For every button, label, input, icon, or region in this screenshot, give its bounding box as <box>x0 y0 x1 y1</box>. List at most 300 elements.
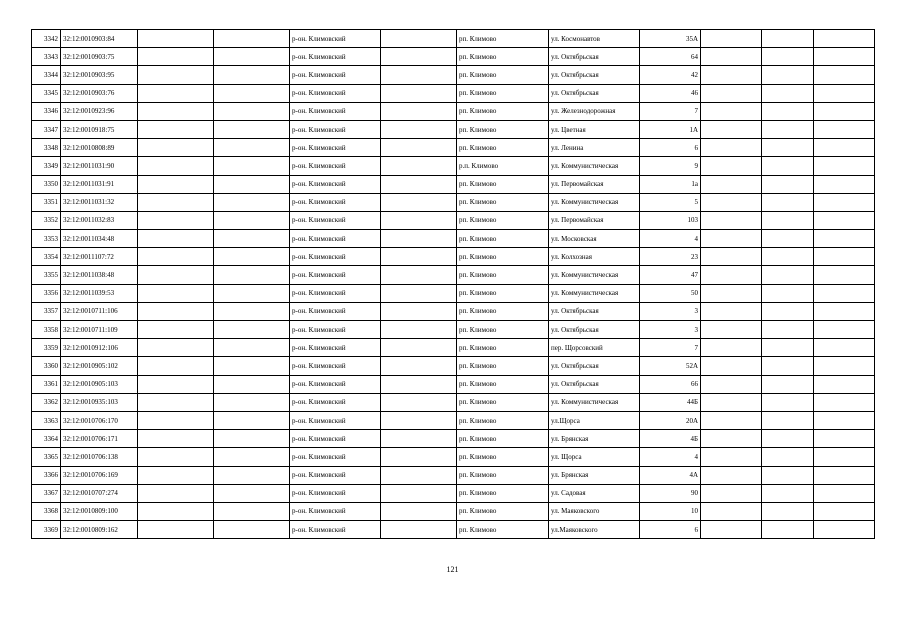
table-row <box>32 357 875 375</box>
street: ул. Маяковского <box>549 502 640 520</box>
empty-cell <box>814 248 875 266</box>
empty-cell <box>814 139 875 157</box>
cadastral-number: 32:12:0010711:109 <box>61 321 138 339</box>
cadastral-number: 32:12:0010905:103 <box>61 375 138 393</box>
settlement: рп. Климово <box>457 211 549 229</box>
empty-cell <box>701 302 762 320</box>
empty-cell <box>214 448 290 466</box>
district: р-он. Климовский <box>290 321 381 339</box>
empty-cell <box>214 302 290 320</box>
table-row <box>32 193 875 211</box>
house-number: 103 <box>640 211 701 229</box>
cadastral-number: 32:12:0010903:84 <box>61 30 138 48</box>
empty-cell <box>138 66 214 84</box>
row-number: 3358 <box>32 321 61 339</box>
street: ул. Коммунистическая <box>549 284 640 302</box>
settlement: рп. Климово <box>457 30 549 48</box>
settlement: рп. Климово <box>457 284 549 302</box>
empty-cell <box>814 48 875 66</box>
row-number: 3354 <box>32 248 61 266</box>
empty-cell <box>701 430 762 448</box>
settlement: рп. Климово <box>457 502 549 520</box>
empty-cell <box>762 484 814 502</box>
empty-cell <box>701 175 762 193</box>
table-row <box>32 102 875 120</box>
cadastral-number: 32:12:0010706:169 <box>61 466 138 484</box>
settlement: рп. Климово <box>457 102 549 120</box>
cadastral-number: 32:12:0010809:100 <box>61 502 138 520</box>
empty-cell <box>214 30 290 48</box>
empty-cell <box>814 211 875 229</box>
settlement: рп. Климово <box>457 339 549 357</box>
empty-cell <box>214 211 290 229</box>
house-number: 52А <box>640 357 701 375</box>
street: ул. Первомайская <box>549 211 640 229</box>
table-row <box>32 430 875 448</box>
row-number: 3360 <box>32 357 61 375</box>
empty-cell <box>762 120 814 138</box>
row-number: 3343 <box>32 48 61 66</box>
row-number: 3368 <box>32 502 61 520</box>
house-number: 9 <box>640 157 701 175</box>
empty-cell <box>381 411 457 429</box>
street: ул. Садовая <box>549 484 640 502</box>
row-number: 3363 <box>32 411 61 429</box>
empty-cell <box>381 66 457 84</box>
settlement: рп. Климово <box>457 357 549 375</box>
empty-cell <box>381 30 457 48</box>
table-row <box>32 375 875 393</box>
district: р-он. Климовский <box>290 139 381 157</box>
empty-cell <box>381 393 457 411</box>
empty-cell <box>814 521 875 539</box>
cadastral-number: 32:12:0010706:170 <box>61 411 138 429</box>
empty-cell <box>762 339 814 357</box>
row-number: 3359 <box>32 339 61 357</box>
settlement: рп. Климово <box>457 484 549 502</box>
street: ул. Октябрьская <box>549 321 640 339</box>
empty-cell <box>214 430 290 448</box>
empty-cell <box>762 66 814 84</box>
row-number: 3352 <box>32 211 61 229</box>
cadastral-number: 32:12:0010912:106 <box>61 339 138 357</box>
cadastral-number: 32:12:0011034:48 <box>61 230 138 248</box>
empty-cell <box>138 430 214 448</box>
table-row <box>32 411 875 429</box>
house-number: 7 <box>640 339 701 357</box>
row-number: 3349 <box>32 157 61 175</box>
empty-cell <box>762 321 814 339</box>
row-number: 3348 <box>32 139 61 157</box>
table-row <box>32 393 875 411</box>
house-number: 50 <box>640 284 701 302</box>
table-row <box>32 466 875 484</box>
empty-cell <box>762 448 814 466</box>
empty-cell <box>381 157 457 175</box>
row-number: 3342 <box>32 30 61 48</box>
empty-cell <box>381 430 457 448</box>
house-number: 10 <box>640 502 701 520</box>
house-number: 1a <box>640 175 701 193</box>
empty-cell <box>138 357 214 375</box>
table-row <box>32 84 875 102</box>
empty-cell <box>762 139 814 157</box>
table-row <box>32 66 875 84</box>
cadastral-number: 32:12:0011031:90 <box>61 157 138 175</box>
empty-cell <box>762 521 814 539</box>
empty-cell <box>762 211 814 229</box>
table-row <box>32 448 875 466</box>
district: р-он. Климовский <box>290 339 381 357</box>
empty-cell <box>762 393 814 411</box>
empty-cell <box>762 84 814 102</box>
empty-cell <box>381 211 457 229</box>
street: ул. Октябрьская <box>549 84 640 102</box>
street: ул. Брянская <box>549 430 640 448</box>
district: р-он. Климовский <box>290 48 381 66</box>
street: ул. Ленина <box>549 139 640 157</box>
table-row <box>32 139 875 157</box>
empty-cell <box>214 321 290 339</box>
empty-cell <box>381 357 457 375</box>
empty-cell <box>814 484 875 502</box>
cadastral-number: 32:12:0011107:72 <box>61 248 138 266</box>
cadastral-number: 32:12:0010935:103 <box>61 393 138 411</box>
street: ул. Железнодорожная <box>549 102 640 120</box>
settlement: рп. Климово <box>457 266 549 284</box>
table-row <box>32 48 875 66</box>
empty-cell <box>814 157 875 175</box>
empty-cell <box>701 339 762 357</box>
house-number: 3 <box>640 302 701 320</box>
empty-cell <box>138 502 214 520</box>
cadastral-number: 32:12:0010903:75 <box>61 48 138 66</box>
house-number: 4 <box>640 448 701 466</box>
street: ул. Брянская <box>549 466 640 484</box>
street: ул.Щорса <box>549 411 640 429</box>
empty-cell <box>762 193 814 211</box>
empty-cell <box>138 139 214 157</box>
empty-cell <box>214 120 290 138</box>
empty-cell <box>138 175 214 193</box>
empty-cell <box>701 157 762 175</box>
cadastral-number: 32:12:0010707:274 <box>61 484 138 502</box>
empty-cell <box>381 84 457 102</box>
house-number: 35А <box>640 30 701 48</box>
street: ул. Октябрьская <box>549 302 640 320</box>
empty-cell <box>214 66 290 84</box>
empty-cell <box>762 230 814 248</box>
district: р-он. Климовский <box>290 521 381 539</box>
house-number: 20А <box>640 411 701 429</box>
empty-cell <box>138 521 214 539</box>
empty-cell <box>762 357 814 375</box>
table-row <box>32 284 875 302</box>
district: р-он. Климовский <box>290 357 381 375</box>
cadastral-number: 32:12:0010706:138 <box>61 448 138 466</box>
settlement: рп. Климово <box>457 84 549 102</box>
row-number: 3365 <box>32 448 61 466</box>
empty-cell <box>701 48 762 66</box>
district: р-он. Климовский <box>290 84 381 102</box>
empty-cell <box>214 248 290 266</box>
settlement: рп. Климово <box>457 48 549 66</box>
district: р-он. Климовский <box>290 248 381 266</box>
settlement: рп. Климово <box>457 139 549 157</box>
empty-cell <box>138 230 214 248</box>
table-row <box>32 521 875 539</box>
empty-cell <box>701 248 762 266</box>
settlement: рп. Климово <box>457 411 549 429</box>
street: пер. Щорсовский <box>549 339 640 357</box>
empty-cell <box>701 484 762 502</box>
empty-cell <box>381 284 457 302</box>
empty-cell <box>762 302 814 320</box>
street: ул. Космонавтов <box>549 30 640 48</box>
settlement: рп. Климово <box>457 302 549 320</box>
street: ул. Коммунистическая <box>549 193 640 211</box>
empty-cell <box>762 266 814 284</box>
empty-cell <box>138 102 214 120</box>
empty-cell <box>701 411 762 429</box>
empty-cell <box>814 30 875 48</box>
empty-cell <box>814 321 875 339</box>
empty-cell <box>701 321 762 339</box>
house-number: 4А <box>640 466 701 484</box>
empty-cell <box>701 375 762 393</box>
empty-cell <box>381 502 457 520</box>
empty-cell <box>138 248 214 266</box>
settlement: р.п. Климово <box>457 157 549 175</box>
empty-cell <box>138 193 214 211</box>
empty-cell <box>814 411 875 429</box>
empty-cell <box>762 30 814 48</box>
empty-cell <box>762 502 814 520</box>
row-number: 3355 <box>32 266 61 284</box>
empty-cell <box>701 266 762 284</box>
empty-cell <box>701 84 762 102</box>
empty-cell <box>814 430 875 448</box>
cadastral-number: 32:12:0010923:96 <box>61 102 138 120</box>
district: р-он. Климовский <box>290 284 381 302</box>
empty-cell <box>701 357 762 375</box>
empty-cell <box>701 193 762 211</box>
empty-cell <box>814 84 875 102</box>
house-number: 47 <box>640 266 701 284</box>
empty-cell <box>214 157 290 175</box>
table-row <box>32 175 875 193</box>
empty-cell <box>381 139 457 157</box>
house-number: 4 <box>640 230 701 248</box>
empty-cell <box>138 393 214 411</box>
settlement: рп. Климово <box>457 448 549 466</box>
empty-cell <box>701 139 762 157</box>
street: ул. Коммунистическая <box>549 393 640 411</box>
empty-cell <box>138 30 214 48</box>
empty-cell <box>381 230 457 248</box>
district: р-он. Климовский <box>290 302 381 320</box>
empty-cell <box>381 448 457 466</box>
empty-cell <box>701 211 762 229</box>
district: р-он. Климовский <box>290 66 381 84</box>
district: р-он. Климовский <box>290 211 381 229</box>
empty-cell <box>814 66 875 84</box>
table-row <box>32 321 875 339</box>
district: р-он. Климовский <box>290 448 381 466</box>
cadastral-number: 32:12:0010903:76 <box>61 84 138 102</box>
district: р-он. Климовский <box>290 102 381 120</box>
empty-cell <box>381 466 457 484</box>
empty-cell <box>138 266 214 284</box>
row-number: 3364 <box>32 430 61 448</box>
empty-cell <box>138 321 214 339</box>
empty-cell <box>814 266 875 284</box>
table-row <box>32 157 875 175</box>
street: ул. Московская <box>549 230 640 248</box>
district: р-он. Климовский <box>290 193 381 211</box>
empty-cell <box>701 66 762 84</box>
house-number: 42 <box>640 66 701 84</box>
empty-cell <box>381 521 457 539</box>
empty-cell <box>762 430 814 448</box>
house-number: 64 <box>640 48 701 66</box>
empty-cell <box>214 339 290 357</box>
row-number: 3361 <box>32 375 61 393</box>
street: ул. Октябрьская <box>549 357 640 375</box>
empty-cell <box>138 48 214 66</box>
empty-cell <box>701 120 762 138</box>
row-number: 3356 <box>32 284 61 302</box>
settlement: рп. Климово <box>457 466 549 484</box>
cadastral-number: 32:12:0010711:106 <box>61 302 138 320</box>
empty-cell <box>214 139 290 157</box>
row-number: 3353 <box>32 230 61 248</box>
empty-cell <box>138 302 214 320</box>
district: р-он. Климовский <box>290 175 381 193</box>
empty-cell <box>214 466 290 484</box>
cadastral-number: 32:12:0010706:171 <box>61 430 138 448</box>
empty-cell <box>138 484 214 502</box>
house-number: 6 <box>640 521 701 539</box>
empty-cell <box>138 375 214 393</box>
empty-cell <box>814 302 875 320</box>
empty-cell <box>138 339 214 357</box>
empty-cell <box>814 466 875 484</box>
empty-cell <box>138 211 214 229</box>
house-number: 44Б <box>640 393 701 411</box>
table-row <box>32 248 875 266</box>
empty-cell <box>381 193 457 211</box>
empty-cell <box>701 466 762 484</box>
empty-cell <box>814 339 875 357</box>
empty-cell <box>214 521 290 539</box>
empty-cell <box>814 175 875 193</box>
empty-cell <box>762 411 814 429</box>
cadastral-number: 32:12:0011032:83 <box>61 211 138 229</box>
street: ул.Маяковского <box>549 521 640 539</box>
cadastral-number: 32:12:0010905:102 <box>61 357 138 375</box>
empty-cell <box>762 157 814 175</box>
table-row <box>32 484 875 502</box>
house-number: 1А <box>640 120 701 138</box>
table-row <box>32 302 875 320</box>
street: ул. Щорса <box>549 448 640 466</box>
empty-cell <box>214 375 290 393</box>
empty-cell <box>701 102 762 120</box>
settlement: рп. Климово <box>457 375 549 393</box>
empty-cell <box>814 375 875 393</box>
table-row <box>32 30 875 48</box>
empty-cell <box>214 393 290 411</box>
row-number: 3346 <box>32 102 61 120</box>
registry-rows <box>32 30 875 539</box>
street: ул. Октябрьская <box>549 66 640 84</box>
empty-cell <box>701 393 762 411</box>
empty-cell <box>762 175 814 193</box>
empty-cell <box>701 502 762 520</box>
empty-cell <box>381 339 457 357</box>
settlement: рп. Климово <box>457 248 549 266</box>
empty-cell <box>381 102 457 120</box>
table-row <box>32 120 875 138</box>
row-number: 3344 <box>32 66 61 84</box>
cadastral-number: 32:12:0010808:89 <box>61 139 138 157</box>
empty-cell <box>138 284 214 302</box>
table-row <box>32 230 875 248</box>
empty-cell <box>814 393 875 411</box>
empty-cell <box>214 84 290 102</box>
empty-cell <box>214 357 290 375</box>
empty-cell <box>381 175 457 193</box>
empty-cell <box>381 484 457 502</box>
district: р-он. Климовский <box>290 266 381 284</box>
row-number: 3367 <box>32 484 61 502</box>
empty-cell <box>381 302 457 320</box>
empty-cell <box>814 502 875 520</box>
empty-cell <box>138 448 214 466</box>
empty-cell <box>214 175 290 193</box>
empty-cell <box>214 266 290 284</box>
settlement: рп. Климово <box>457 193 549 211</box>
settlement: рп. Климово <box>457 175 549 193</box>
district: р-он. Климовский <box>290 375 381 393</box>
empty-cell <box>381 48 457 66</box>
empty-cell <box>814 120 875 138</box>
empty-cell <box>762 48 814 66</box>
district: р-он. Климовский <box>290 502 381 520</box>
row-number: 3345 <box>32 84 61 102</box>
empty-cell <box>214 48 290 66</box>
empty-cell <box>701 30 762 48</box>
settlement: рп. Климово <box>457 120 549 138</box>
empty-cell <box>138 466 214 484</box>
district: р-он. Климовский <box>290 30 381 48</box>
street: ул. Коммунистическая <box>549 266 640 284</box>
empty-cell <box>381 248 457 266</box>
settlement: рп. Климово <box>457 66 549 84</box>
cadastral-number: 32:12:0010809:162 <box>61 521 138 539</box>
empty-cell <box>381 266 457 284</box>
empty-cell <box>381 321 457 339</box>
row-number: 3350 <box>32 175 61 193</box>
settlement: рп. Климово <box>457 230 549 248</box>
house-number: 6 <box>640 139 701 157</box>
row-number: 3351 <box>32 193 61 211</box>
empty-cell <box>814 357 875 375</box>
district: р-он. Климовский <box>290 393 381 411</box>
row-number: 3357 <box>32 302 61 320</box>
house-number: 90 <box>640 484 701 502</box>
